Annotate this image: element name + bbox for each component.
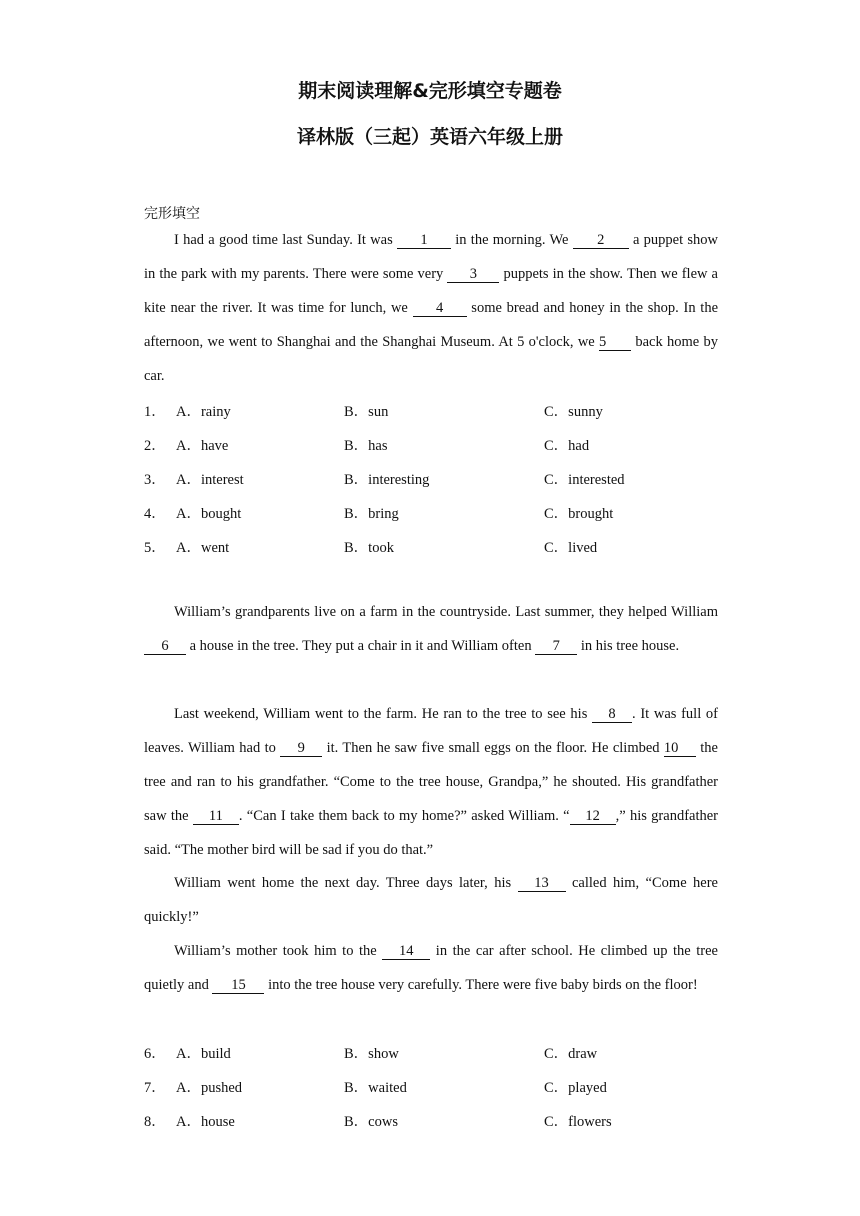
option-b: B．bring	[344, 506, 399, 522]
blank-11: 11	[193, 808, 239, 825]
option-b: B．interesting	[344, 472, 430, 488]
question-row	[144, 434, 744, 454]
blank-3: 3	[447, 266, 499, 283]
question-number: 8．	[144, 1114, 166, 1130]
option-b: B．has	[344, 438, 388, 454]
option-a: A．build	[176, 1046, 231, 1062]
option-c: C．interested	[544, 472, 625, 488]
blank-15: 15	[212, 977, 264, 994]
question-number: 5．	[144, 540, 166, 556]
passage1-paragraph: I had a good time last Sunday. It was 1 in the morning. We 2 a puppet show in the park with my parents. There were some very 3 puppets in the show. Then we flew a kite near the river. It was time for lunch, we 4 some bread and honey in the shop. In the afternoon, we went to Shanghai and the Shanghai Museum. At 5 o'clock, we 5 back home by car.	[144, 232, 719, 384]
option-c: C．flowers	[544, 1114, 612, 1130]
option-a: A．went	[176, 540, 230, 556]
blank-5: 5	[599, 334, 631, 351]
option-b: B．cows	[344, 1114, 398, 1130]
passage2-paragraph-3: William went home the next day. Three days later, his 13 called him, “Come here quickly!”	[144, 875, 718, 925]
option-a: A．pushed	[176, 1080, 243, 1096]
option-a: A．interest	[176, 472, 244, 488]
option-c: C．lived	[544, 540, 598, 556]
question-row	[144, 468, 744, 488]
option-a: A．bought	[176, 506, 242, 522]
blank-4: 4	[413, 300, 467, 317]
option-c: C．draw	[544, 1046, 598, 1062]
page-subtitle: 译林版（三起）英语六年级上册	[296, 126, 563, 148]
option-a: A．rainy	[176, 404, 231, 420]
option-c: C．sunny	[544, 404, 603, 420]
option-b: B．took	[344, 540, 394, 556]
blank-7: 7	[535, 638, 577, 655]
blank-14: 14	[382, 943, 430, 960]
blank-1: 1	[397, 232, 451, 249]
option-a: A．house	[176, 1114, 235, 1130]
blank-6: 6	[144, 638, 186, 655]
question-number: 1．	[144, 404, 166, 420]
option-b: B．sun	[344, 404, 389, 420]
option-c: C．played	[544, 1080, 607, 1096]
question-number: 4．	[144, 506, 166, 522]
question-row	[144, 536, 744, 556]
blank-9: 9	[280, 740, 322, 757]
question-number: 3．	[144, 472, 166, 488]
question-row	[144, 1076, 744, 1096]
question-number: 6．	[144, 1046, 166, 1062]
question-row	[144, 502, 744, 522]
blank-13: 13	[518, 875, 566, 892]
question-number: 2．	[144, 438, 166, 454]
option-a: A．have	[176, 438, 229, 454]
question-row	[144, 1042, 744, 1062]
question-row	[144, 400, 744, 420]
blank-2: 2	[573, 232, 629, 249]
option-b: B．show	[344, 1046, 399, 1062]
passage2-paragraph-1: William’s grandparents live on a farm in the countryside. Last summer, they helped William 6 a house in the tree. They put a chair in it and William often 7 in his tree house.	[144, 595, 718, 663]
option-c: C．had	[544, 438, 590, 454]
blank-10: 10	[664, 740, 696, 757]
question-number: 7．	[144, 1080, 166, 1096]
passage2-paragraph-4: William’s mother took him to the 14 in the car after school. He climbed up the tree quietly and 15 into the tree house very carefully. There were five baby birds on the floor!	[144, 943, 718, 993]
blank-8: 8	[592, 706, 632, 723]
option-c: C．brought	[544, 506, 614, 522]
page-title: 期末阅读理解&完形填空专题卷	[298, 80, 562, 102]
blank-12: 12	[570, 808, 616, 825]
option-b: B．waited	[344, 1080, 407, 1096]
passage2-paragraph-2: Last weekend, William went to the farm. He ran to the tree to see his 8 . It was full of leaves. William had to 9 it. Then he saw five small eggs on the floor. He climbed 10 the tree and ran to his grandfather. “Come to the tree house, Grandpa,” he shouted. His grandfather saw the 11 . “Can I take them back to my home?” asked William. “ 12 ,” his grandfather said. “The mother bird will be sad if you do that.”	[144, 706, 718, 858]
question-row	[144, 1110, 744, 1130]
section-label: 完形填空	[144, 206, 200, 222]
